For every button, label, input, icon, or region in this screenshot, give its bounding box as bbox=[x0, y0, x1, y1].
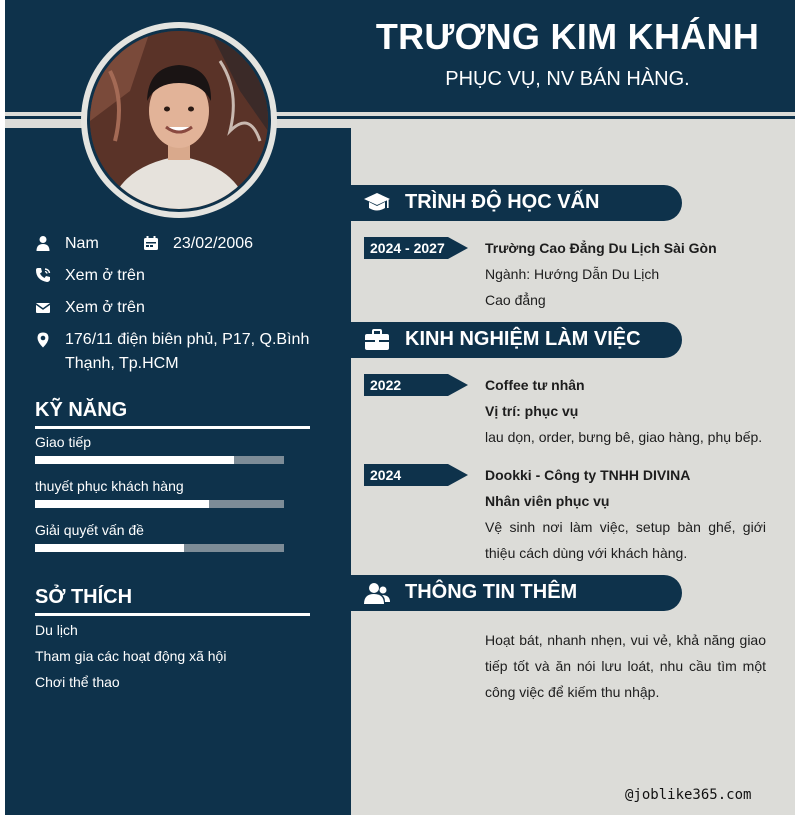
skills-title: KỸ NĂNG bbox=[35, 399, 128, 421]
company-name: Dookki - Công ty TNHH DIVINA bbox=[485, 467, 691, 483]
calendar-icon bbox=[143, 235, 159, 251]
skill-label: Giải quyết vấn đề bbox=[35, 522, 144, 538]
map-pin-icon bbox=[35, 332, 51, 348]
phone-text: Xem ở trên bbox=[65, 267, 145, 284]
experience-entry bbox=[485, 372, 766, 450]
job-description: Vệ sinh nơi làm việc, setup bàn ghế, giới thiệu cách dùng với khách hàng. bbox=[485, 519, 766, 561]
job-description: lau dọn, order, bưng bê, giao hàng, phụ bếp. bbox=[485, 429, 763, 445]
candidate-position: PHỤC VỤ, NV BÁN HÀNG. bbox=[445, 68, 690, 90]
candidate-name: TRƯƠNG KIM KHÁNH bbox=[375, 16, 760, 57]
education-date-tag bbox=[364, 237, 468, 259]
sidebar bbox=[5, 128, 351, 815]
experience-date-tag bbox=[364, 464, 468, 486]
education-title: TRÌNH ĐỘ HỌC VẤN bbox=[405, 191, 600, 213]
hobbies-title: SỞ THÍCH bbox=[35, 586, 133, 608]
hobby-item: Tham gia các hoạt động xã hội bbox=[35, 648, 227, 664]
birthday-text: 23/02/2006 bbox=[173, 235, 254, 252]
skill-bar-fill bbox=[35, 500, 209, 508]
company-name: Coffee tư nhân bbox=[485, 377, 585, 393]
envelope-icon bbox=[35, 300, 51, 316]
education-period: 2024 - 2027 bbox=[370, 240, 445, 256]
avatar bbox=[90, 31, 268, 209]
major: Ngành: Hướng Dẫn Du Lịch bbox=[485, 266, 660, 282]
hobby-item: Du lịch bbox=[35, 622, 78, 638]
skill-label: Giao tiếp bbox=[35, 434, 92, 450]
additional-text: Hoạt bát, nhanh nhẹn, vui vẻ, khả năng giao tiếp tốt và ăn nói lưu loát, nhu cầu tìm một công việc để kiếm thu nhập. bbox=[485, 632, 766, 700]
skill-bar bbox=[35, 544, 284, 552]
additional-section-header bbox=[351, 575, 682, 611]
phone-icon bbox=[35, 267, 51, 283]
skill-bar-fill bbox=[35, 456, 234, 464]
users-icon bbox=[363, 581, 391, 605]
skill-label: thuyết phục khách hàng bbox=[35, 478, 184, 494]
user-icon bbox=[35, 235, 51, 251]
watermark: @joblike365.com bbox=[625, 787, 752, 803]
job-role: Vị trí: phục vụ bbox=[485, 403, 579, 419]
skill-bar bbox=[35, 456, 284, 464]
experience-title: KINH NGHIỆM LÀM VIỆC bbox=[405, 328, 641, 350]
skills-divider bbox=[35, 426, 310, 429]
cv-page bbox=[5, 0, 795, 815]
email-text: Xem ở trên bbox=[65, 299, 145, 316]
address-line-2: Thạnh, Tp.HCM bbox=[65, 355, 179, 372]
education-entry bbox=[485, 235, 766, 313]
gender-text: Nam bbox=[65, 235, 99, 252]
experience-period: 2022 bbox=[370, 377, 402, 393]
address-line-1: 176/11 điện biên phủ, P17, Q.Bình bbox=[65, 331, 310, 348]
briefcase-icon bbox=[363, 328, 391, 352]
skill-bar bbox=[35, 500, 284, 508]
education-section-header bbox=[351, 185, 682, 221]
experience-period: 2024 bbox=[370, 467, 402, 483]
experience-entry bbox=[485, 462, 766, 566]
degree: Cao đẳng bbox=[485, 292, 546, 308]
skill-bar-fill bbox=[35, 544, 184, 552]
avatar-frame bbox=[81, 22, 277, 218]
experience-date-tag bbox=[364, 374, 468, 396]
experience-section-header bbox=[351, 322, 682, 358]
hobbies-divider bbox=[35, 613, 310, 616]
additional-title: THÔNG TIN THÊM bbox=[405, 581, 578, 603]
hobby-item: Chơi thể thao bbox=[35, 674, 120, 690]
job-role: Nhân viên phục vụ bbox=[485, 493, 610, 509]
school-name: Trường Cao Đẳng Du Lịch Sài Gòn bbox=[485, 240, 717, 256]
graduation-cap-icon bbox=[363, 191, 391, 215]
